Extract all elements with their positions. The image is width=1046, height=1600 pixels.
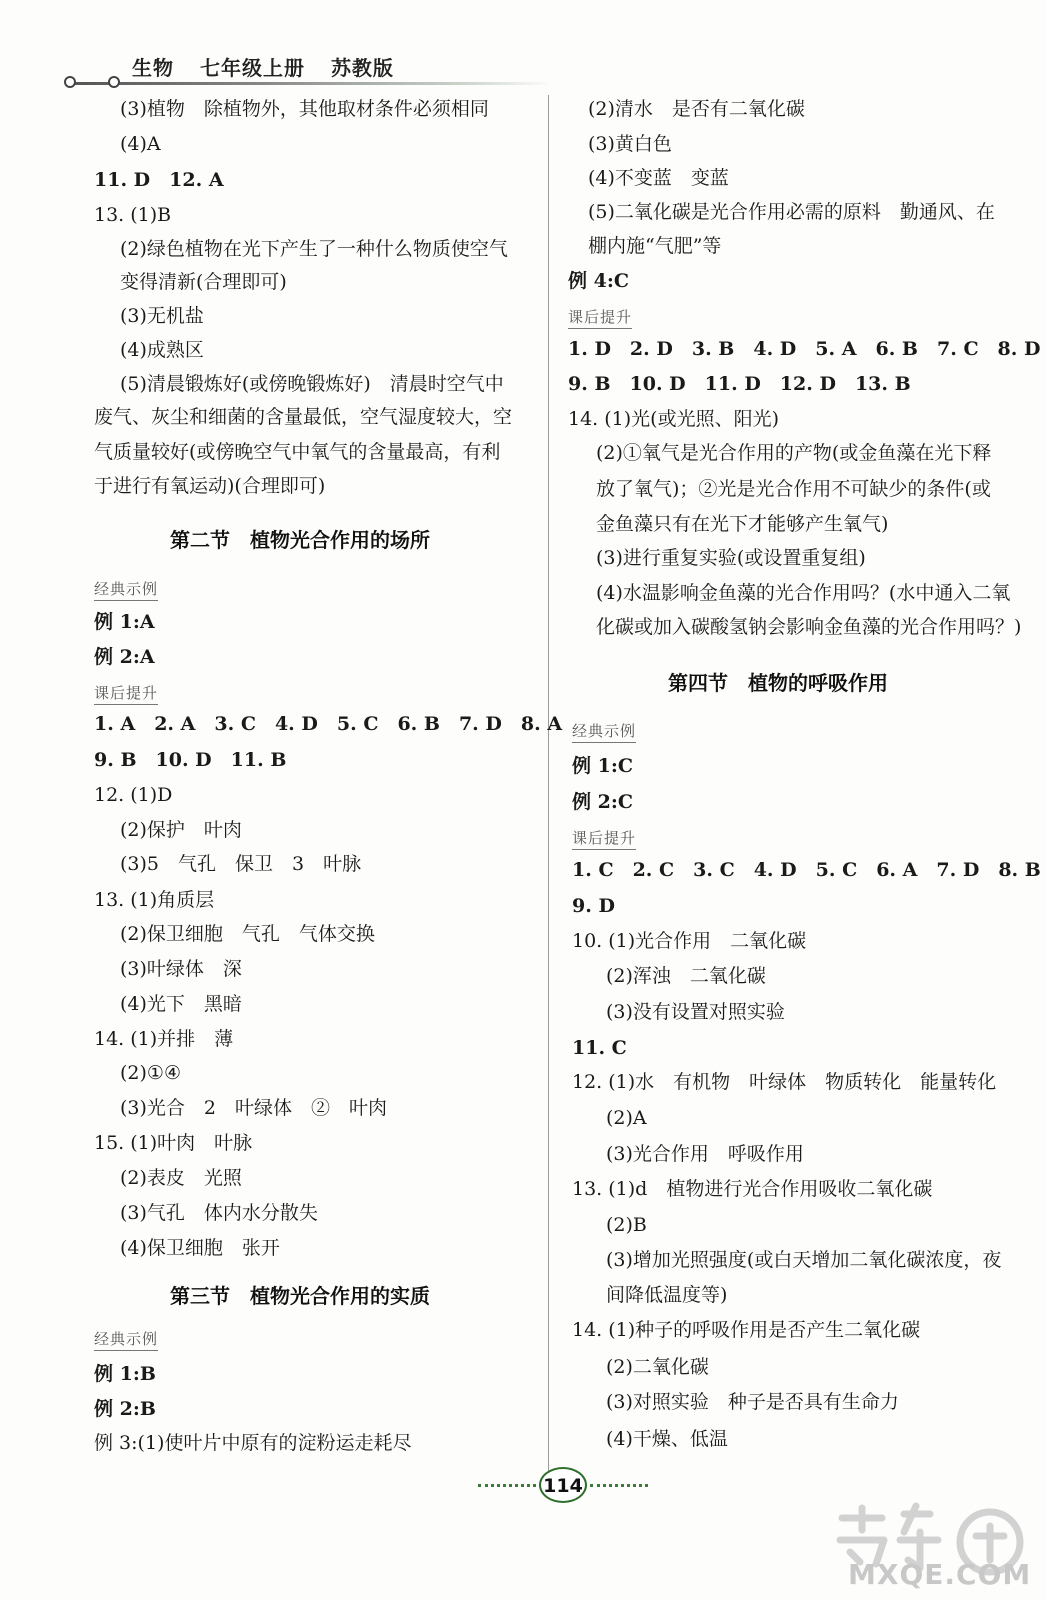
s4-answer-5: (3)没有设置对照实验 [606,1001,785,1023]
s3-answer-7: (3)进行重复实验(或设置重复组) [596,547,866,569]
s3-answer-6: 金鱼藻只有在光下才能够产生氧气) [596,513,889,535]
left-line-9: (5)清晨锻炼好(或傍晚锻炼好) 清晨时空气中 [120,373,504,395]
s4-answer-10: 13. (1)d 植物进行光合作用吸收二氧化碳 [572,1178,933,1200]
s4-answer-1: 1. C 2. C 3. C 4. D 5. C 6. A 7. D 8. B [572,859,1041,881]
left-line-2: (4)A [120,133,161,155]
s4-answer-13: 间降低温度等) [606,1284,728,1306]
header-rule [72,82,552,85]
header-ornament-left [64,76,76,88]
watermark-text: MXQE.COM [848,1558,1032,1591]
s3-answer-2: 9. B 10. D 11. D 12. D 13. B [568,373,911,395]
s4-answer-4: (2)浑浊 二氧化碳 [606,965,766,987]
s4-answer-3: 10. (1)光合作用 二氧化碳 [572,930,807,952]
s3-answer-3: 14. (1)光(或光照、阳光) [568,408,779,430]
tag-practice-3: 课后提升 [568,306,632,329]
s2-answer-12: (3)光合 2 叶绿体 ② 叶肉 [120,1097,388,1119]
s2-answer-9: (4)光下 黑暗 [120,993,242,1015]
s2-answer-15: (3)气孔 体内水分散失 [120,1202,318,1224]
s3-answer-8: (4)水温影响金鱼藻的光合作用吗？(水中通入二氧 [596,582,1011,604]
tag-examples-3: 经典示例 [94,1328,158,1351]
tag-examples-4: 经典示例 [572,720,636,743]
example-4-2: 例 2:C [572,791,633,813]
page-number: 114 [539,1467,587,1503]
right-line-6: 例 4:C [568,270,629,292]
left-line-4: 13. (1)B [94,204,172,226]
s3-answer-1: 1. D 2. D 3. B 4. D 5. A 6. B 7. C 8. D [568,338,1041,360]
s2-answer-14: (2)表皮 光照 [120,1167,242,1189]
s2-answer-10: 14. (1)并排 薄 [94,1028,234,1050]
s2-answer-7: (2)保卫细胞 气孔 气体交换 [120,923,375,945]
s3-answer-5: 放了氧气)；②光是光合作用不可缺少的条件(或 [596,478,991,500]
s2-answer-16: (4)保卫细胞 张开 [120,1237,280,1259]
example-2-1: 例 1:A [94,611,155,633]
left-line-3: 11. D 12. A [94,169,224,191]
example-3-3: 例 3:(1)使叶片中原有的淀粉运走耗尽 [94,1432,412,1454]
tag-examples-2: 经典示例 [94,578,158,601]
left-line-12: 于进行有氧运动)(合理即可) [94,475,326,497]
s2-answer-5: (3)5 气孔 保卫 3 叶脉 [120,853,362,875]
footer-dots-right [590,1484,648,1487]
page-header [132,52,412,81]
header-subject: 生物 [132,56,174,80]
s4-answer-8: (2)A [606,1107,647,1129]
left-line-11: 气质量较好(或傍晚空气中氧气的含量最高，有利 [94,441,501,463]
s2-answer-6: 13. (1)角质层 [94,889,215,911]
right-line-1: (2)清水 是否有二氧化碳 [588,98,805,120]
example-2-2: 例 2:A [94,646,155,668]
right-line-4: (5)二氧化碳是光合作用必需的原料 勤通风、在 [588,201,995,223]
footer-dots-left [478,1484,536,1487]
left-line-7: (3)无机盐 [120,305,204,327]
s4-answer-17: (4)干燥、低温 [606,1428,728,1450]
tag-practice-2: 课后提升 [94,682,158,705]
s4-answer-7: 12. (1)水 有机物 叶绿体 物质转化 能量转化 [572,1071,997,1093]
right-line-3: (4)不变蓝 变蓝 [588,167,729,189]
s2-answer-3: 12. (1)D [94,784,173,806]
tag-practice-4: 课后提升 [572,827,636,850]
s4-answer-2: 9. D [572,895,615,917]
right-line-2: (3)黄白色 [588,133,672,155]
s2-answer-11: (2)①④ [120,1062,181,1084]
header-ornament-right [108,76,120,88]
left-line-6: 变得清新(合理即可) [120,271,287,293]
left-line-10: 废气、灰尘和细菌的含量最低，空气湿度较大，空 [94,406,513,428]
example-3-2: 例 2:B [94,1398,156,1420]
section-title-4: 第四节 植物的呼吸作用 [668,671,888,695]
s2-answer-13: 15. (1)叶肉 叶脉 [94,1132,253,1154]
s3-answer-9: 化碳或加入碳酸氢钠会影响金鱼藻的光合作用吗？) [596,616,1022,638]
example-4-1: 例 1:C [572,755,633,777]
s4-answer-11: (2)B [606,1214,647,1236]
s4-answer-6: 11. C [572,1037,627,1059]
s4-answer-9: (3)光合作用 呼吸作用 [606,1143,804,1165]
header-grade: 七年级上册 [199,56,305,80]
s4-answer-15: (2)二氧化碳 [606,1356,709,1378]
s4-answer-12: (3)增加光照强度(或白天增加二氧化碳浓度，夜 [606,1249,1002,1271]
left-line-5: (2)绿色植物在光下产生了一种什么物质使空气 [120,238,508,260]
s2-answer-8: (3)叶绿体 深 [120,958,242,980]
s4-answer-14: 14. (1)种子的呼吸作用是否产生二氧化碳 [572,1319,921,1341]
s2-answer-4: (2)保护 叶肉 [120,819,242,841]
left-line-8: (4)成熟区 [120,339,204,361]
s2-answer-1: 1. A 2. A 3. C 4. D 5. C 6. B 7. D 8. A [94,713,563,735]
s3-answer-4: (2)①氧气是光合作用的产物(或金鱼藻在光下释 [596,442,992,464]
example-3-1: 例 1:B [94,1363,156,1385]
right-line-5: 棚内施“气肥”等 [588,235,722,257]
section-title-2: 第二节 植物光合作用的场所 [170,528,430,552]
header-edition: 苏教版 [330,56,394,80]
column-divider [548,95,549,1475]
section-title-3: 第三节 植物光合作用的实质 [170,1284,430,1308]
s2-answer-2: 9. B 10. D 11. B [94,749,287,771]
left-line-1: (3)植物 除植物外，其他取材条件必须相同 [120,98,489,120]
s4-answer-16: (3)对照实验 种子是否具有生命力 [606,1391,899,1413]
